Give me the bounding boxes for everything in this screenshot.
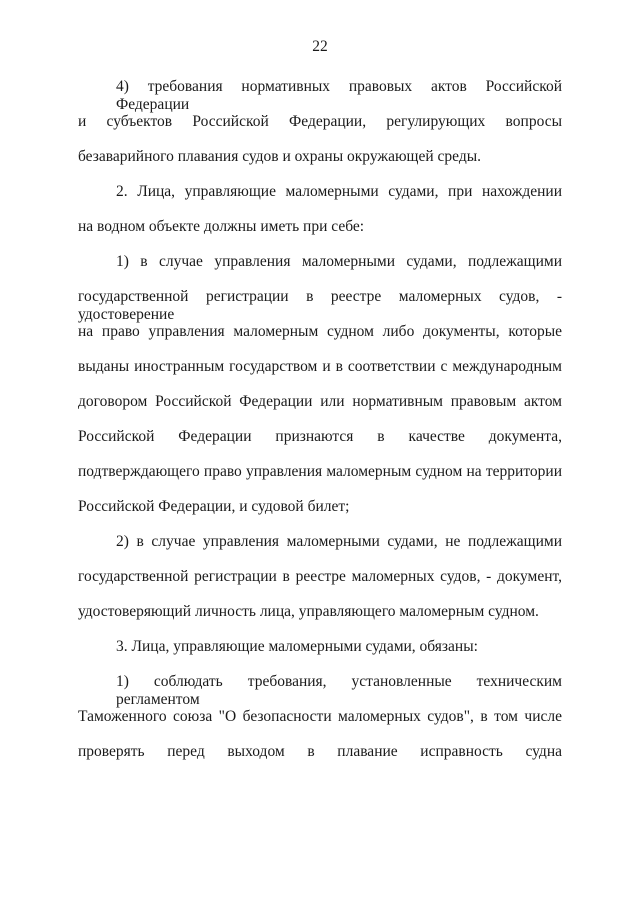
text-line: 3. Лица, управляющие маломерными судами, обязаны: bbox=[116, 638, 478, 655]
text-line: 2) в случае управления маломерными судами, не подлежащими bbox=[116, 533, 562, 550]
text-line: договором Российской Федерации или нормативным правовым актом bbox=[78, 393, 562, 410]
text-line: 2. Лица, управляющие маломерными судами, при нахождении bbox=[116, 183, 562, 200]
text-line: 4) требования нормативных правовых актов Российской Федерации bbox=[116, 78, 562, 113]
text-line: 1) в случае управления маломерными судами, подлежащими bbox=[116, 253, 562, 270]
text-line: на право управления маломерным судном либо документы, которые bbox=[78, 323, 562, 340]
text-line: проверять перед выходом в плавание исправность судна bbox=[78, 743, 562, 760]
text-line: выданы иностранным государством и в соответствии с международным bbox=[78, 358, 562, 375]
page-number: 22 bbox=[312, 38, 328, 55]
text-line: и субъектов Российской Федерации, регулирующих вопросы bbox=[78, 113, 562, 130]
text-line: безаварийного плавания судов и охраны окружающей среды. bbox=[78, 148, 482, 165]
text-line: на водном объекте должны иметь при себе: bbox=[78, 218, 365, 235]
text-line: Российской Федерации, и судовой билет; bbox=[78, 498, 350, 515]
text-line: 1) соблюдать требования, установленные техническим регламентом bbox=[116, 673, 562, 708]
text-line: удостоверяющий личность лица, управляющего маломерным судном. bbox=[78, 603, 539, 620]
text-line: государственной регистрации в реестре маломерных судов, - удостоверение bbox=[78, 288, 562, 323]
text-line: Российской Федерации признаются в качестве документа, bbox=[78, 428, 562, 445]
text-line: государственной регистрации в реестре маломерных судов, - документ, bbox=[78, 568, 562, 585]
text-line: Таможенного союза "О безопасности маломерных судов", в том числе bbox=[78, 708, 562, 725]
text-line: подтверждающего право управления маломерным судном на территории bbox=[78, 463, 562, 480]
